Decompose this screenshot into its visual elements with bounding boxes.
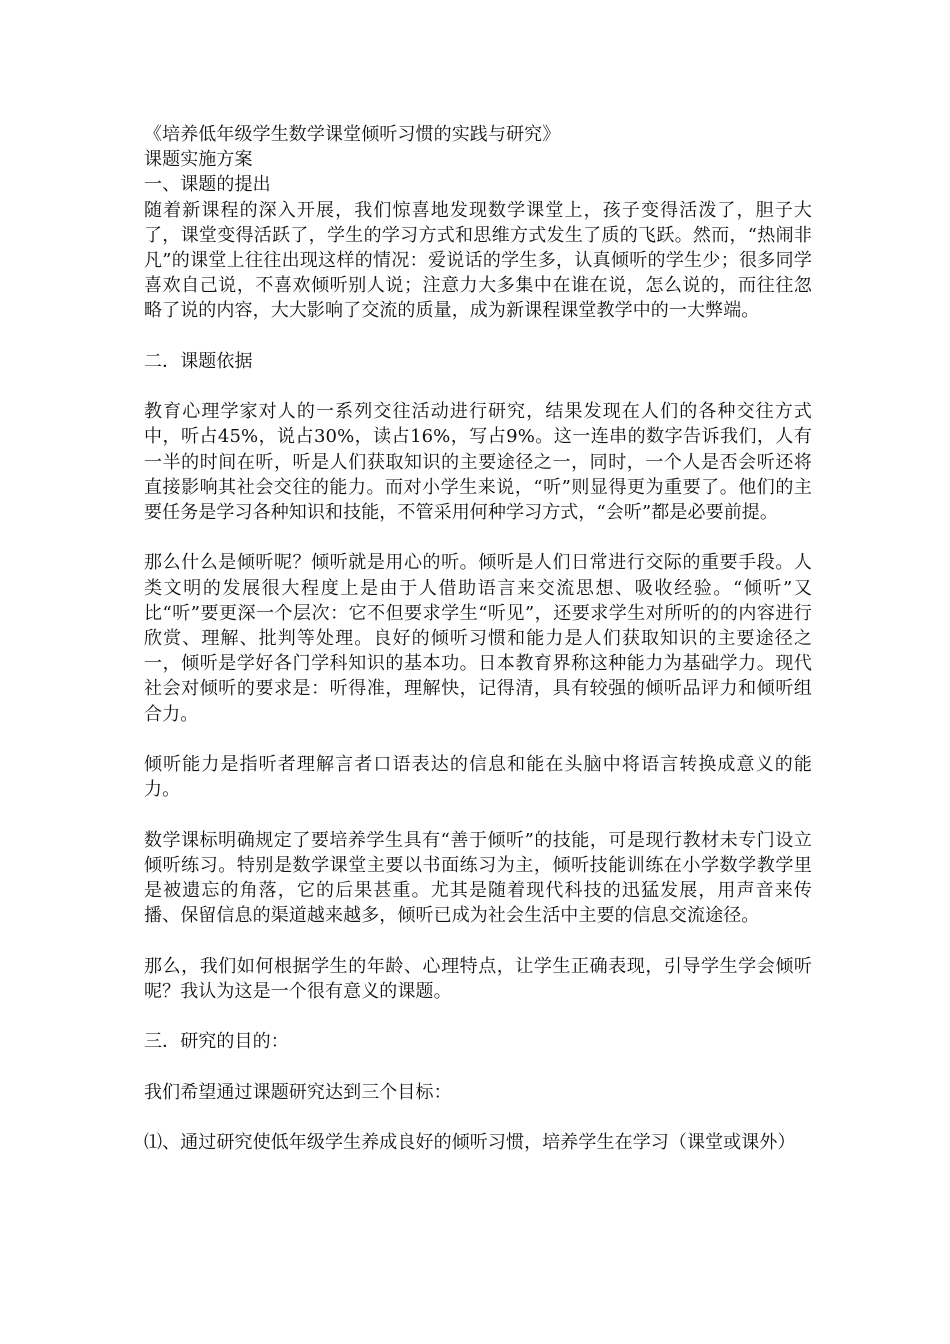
document-page	[144, 122, 812, 1155]
section3-heading: 三．研究的目的：	[144, 1031, 289, 1053]
spacer	[144, 928, 812, 953]
section2-heading: 二．课题依据	[144, 350, 253, 372]
spacer	[144, 1004, 812, 1029]
section1-heading: 一、课题的提出	[144, 174, 271, 196]
spacer	[144, 1054, 812, 1079]
spacer	[144, 374, 812, 399]
spacer	[144, 525, 812, 550]
section2-paragraph-3: 倾听能力是指听者理解言者口语表达的信息和能在头脑中将语言转换成意义的能力。	[144, 754, 812, 801]
section2-paragraph-4: 数学课标明确规定了要培养学生具有“善于倾听”的技能，可是现行教材未专门设立倾听练习。特别是数学课堂主要以书面练习为主，倾听技能训练在小学数学教学里是被遗忘的角落，它的后果甚重。尤其是随着现代科技的迅猛发展，用声音来传播、保留信息的渠道越来越多，倾听已成为社会生活中主要的信息交流途径。	[144, 829, 812, 927]
section2-paragraph-2: 那么什么是倾听呢？倾听就是用心的听。倾听是人们日常进行交际的重要手段。人类文明的发展很大程度上是由于人借助语言来交流思想、吸收经验。“倾听”又比“听”要更深一个层次：它不但要求学生“听见”，还要求学生对所听的的内容进行欣赏、理解、批判等处理。良好的倾听习惯和能力是人们获取知识的主要途径之一，倾听是学好各门学科知识的基本功。日本教育界称这种能力为基础学力。现代社会对倾听的要求是：听得准，理解快，记得清，具有较强的倾听品评力和倾听组合力。	[144, 552, 812, 725]
spacer	[144, 324, 812, 349]
section3-item-1: ⑴、通过研究使低年级学生养成良好的倾听习惯，培养学生在学习（课堂或课外）	[144, 1131, 796, 1153]
spacer	[144, 802, 812, 827]
section3-intro: 我们希望通过课题研究达到三个目标：	[144, 1081, 452, 1103]
section1-paragraph: 随着新课程的深入开展，我们惊喜地发现数学课堂上，孩子变得活泼了，胆子大了，课堂变得活跃了，学生的学习方式和思维方式发生了质的飞跃。然而，“热闹非凡”的课堂上往往出现这样的情况：爱说话的学生多，认真倾听的学生少；很多同学喜欢自己说，不喜欢倾听别人说；注意力大多集中在谁在说，怎么说的，而往往忽略了说的内容，大大影响了交流的质量，成为新课程课堂教学中的一大弊端。	[144, 199, 812, 322]
spacer	[144, 1105, 812, 1130]
section2-paragraph-5: 那么，我们如何根据学生的年龄、心理特点，让学生正确表现，引导学生学会倾听呢？我认为这是一个很有意义的课题。	[144, 955, 812, 1002]
section2-paragraph-1: 教育心理学家对人的一系列交往活动进行研究，结果发现在人们的各种交往方式中，听占45%，说占30%，读占16%，写占9%。这一连串的数字告诉我们，人有一半的时间在听，听是人们获取知识的主要途径之一，同时，一个人是否会听还将直接影响其社会交往的能力。而对小学生来说，“听”则显得更为重要了。他们的主要任务是学习各种知识和技能，不管采用何种学习方式，“会听”都是必要前提。	[144, 401, 812, 524]
spacer	[144, 727, 812, 752]
document-title: 《培养低年级学生数学课堂倾听习惯的实践与研究》	[144, 124, 561, 145]
document-subtitle: 课题实施方案	[144, 149, 253, 171]
